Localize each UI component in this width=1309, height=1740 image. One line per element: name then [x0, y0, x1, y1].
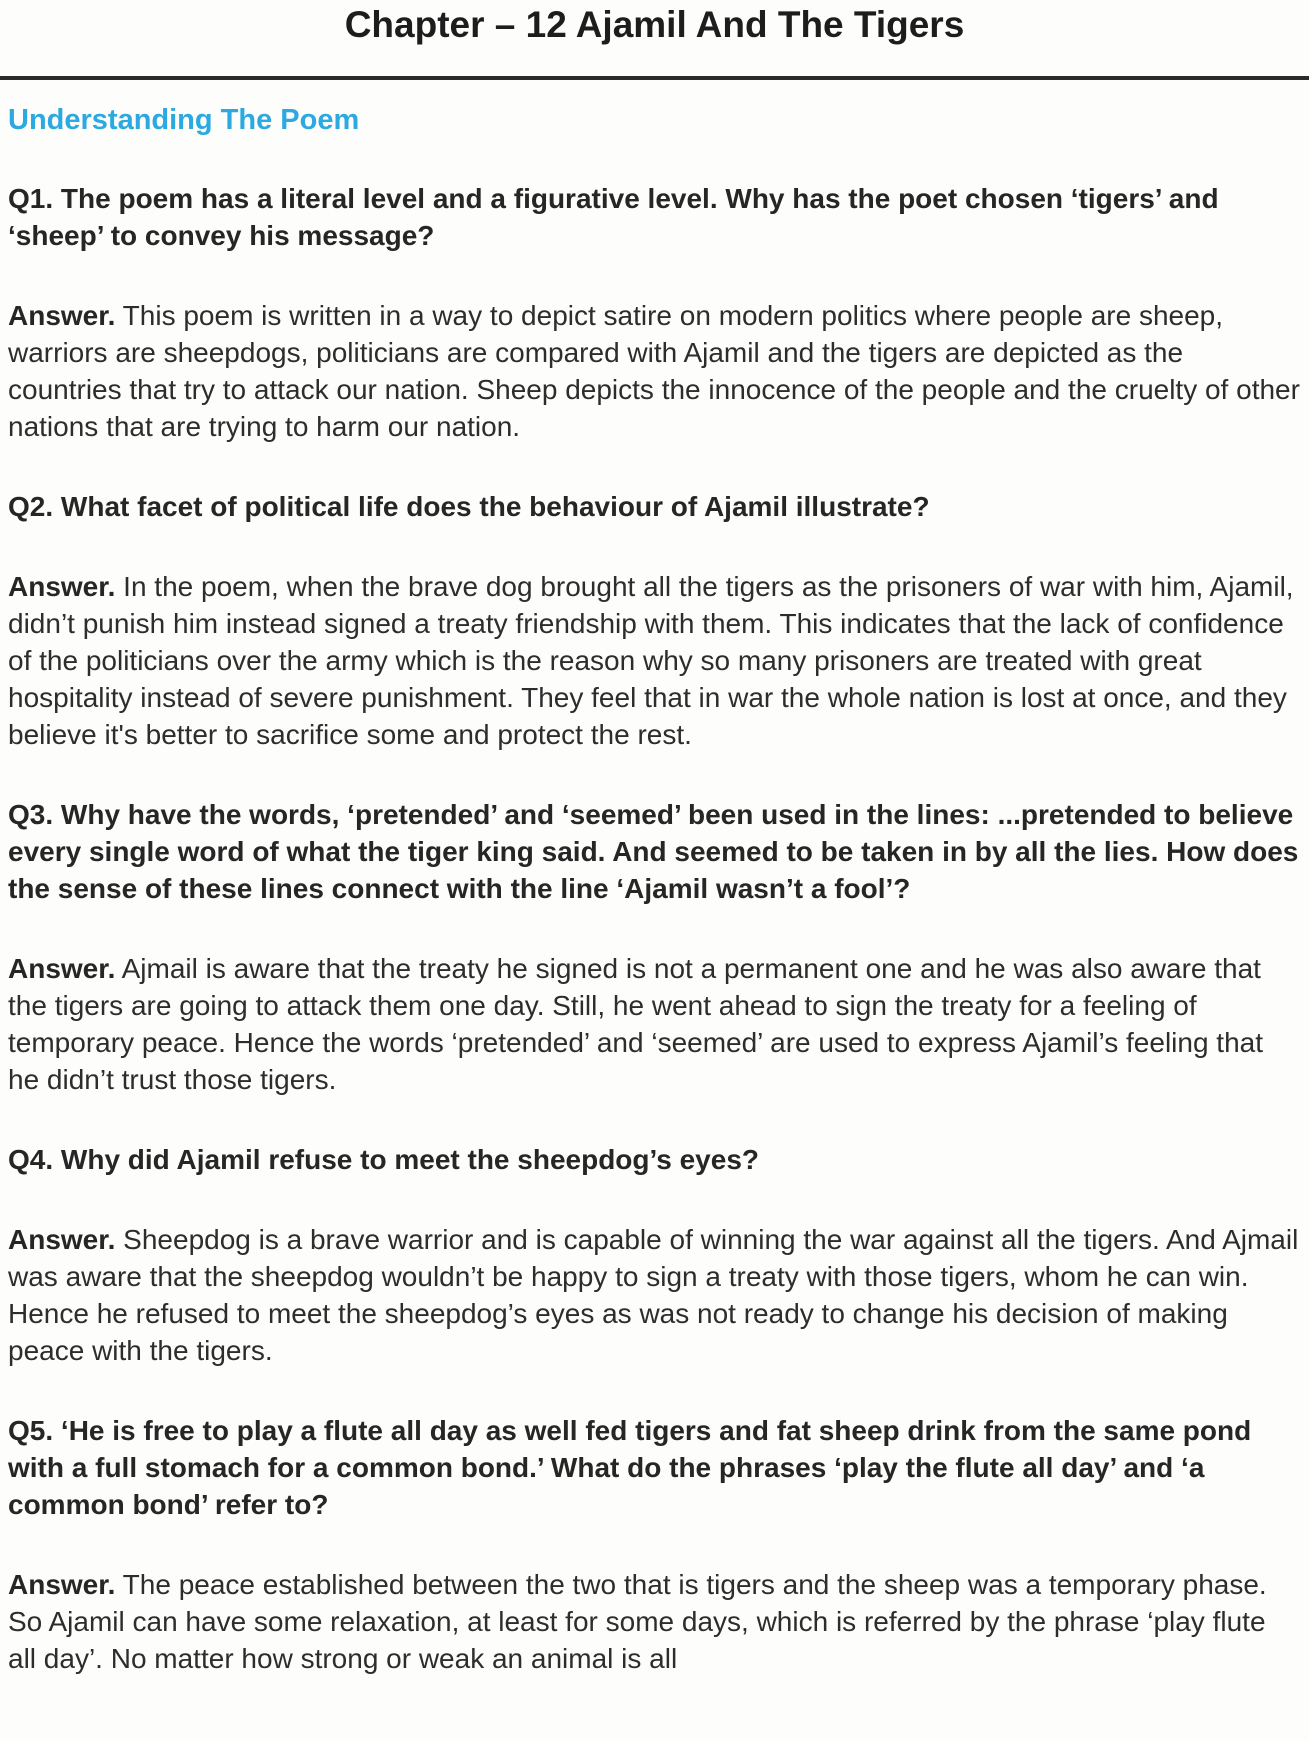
answer-label: Answer. [8, 953, 116, 984]
answer-text-q5: The peace established between the two that is tigers and the sheep was a temporary phase. So Ajamil can have some relaxation, at least for some days, which is referred by the phrase ‘play flute all day’. No matter how strong or weak an animal is all [8, 1569, 1267, 1674]
answer-text-q2: In the poem, when the brave dog brought all the tigers as the prisoners of war with him, Ajamil, didn’t punish him instead signed a treaty friendship with them. This indicates that the lack of confidence of the politicians over the army which is the reason why so many prisoners are treated with great hospitality instead of severe punishment. They feel that in war the whole nation is lost at once, and they believe it's better to sacrifice some and protect the rest. [8, 571, 1294, 750]
answer-paragraph-q2 [8, 568, 1301, 753]
answer-label: Answer. [8, 571, 116, 602]
question-text-q5: Q5. ‘He is free to play a flute all day as well fed tigers and fat sheep drink from the same pond with a full stomach for a common bond.’ What do the phrases ‘play the flute all day’ and ‘a common bond’ refer to? [8, 1415, 1252, 1520]
question-text-q2: Q2. What facet of political life does the behaviour of Ajamil illustrate? [8, 491, 930, 522]
answer-label: Answer. [8, 1569, 116, 1600]
question-text-q1: Q1. The poem has a literal level and a figurative level. Why has the poet chosen ‘tigers’ and ‘sheep’ to convey his message? [8, 183, 1219, 251]
answer-text-q1: This poem is written in a way to depict satire on modern politics where people are sheep, warriors are sheepdogs, politicians are compared with Ajamil and the tigers are depicted as the countries that try to attack our nation. Sheep depicts the innocence of the people and the cruelty of other nations that are trying to harm our nation. [8, 300, 1300, 442]
qa-item-1 [8, 180, 1301, 445]
answer-label: Answer. [8, 300, 116, 331]
answer-paragraph-q4 [8, 1221, 1301, 1369]
answer-text-q3: Ajmail is aware that the treaty he signed is not a permanent one and he was also aware that the tigers are going to attack them one day. Still, he went ahead to sign the treaty for a feeling of temporary peace. Hence the words ‘pretended’ and ‘seemed’ are used to express Ajamil’s feeling that he didn’t trust those tigers. [8, 953, 1264, 1095]
answer-paragraph-q5 [8, 1566, 1301, 1677]
qa-item-5 [8, 1412, 1301, 1677]
answer-label: Answer. [8, 1224, 116, 1255]
qa-item-3 [8, 796, 1301, 1098]
qa-item-2 [8, 488, 1301, 753]
qa-item-4 [8, 1141, 1301, 1369]
answer-paragraph-q1 [8, 297, 1301, 445]
question-text-q3: Q3. Why have the words, ‘pretended’ and ‘seemed’ been used in the lines: ...pretended to believe every single word of what the tiger king said. And seemed to be taken in by all the lies. How does the sense of these lines connect with the line ‘Ajamil wasn’t a fool’? [8, 799, 1299, 904]
section-heading: Understanding The Poem [8, 104, 360, 136]
question-text-q4: Q4. Why did Ajamil refuse to meet the sheepdog’s eyes? [8, 1144, 759, 1175]
answer-text-q4: Sheepdog is a brave warrior and is capable of winning the war against all the tigers. And Ajmail was aware that the sheepdog wouldn’t be happy to sign a treaty with those tigers, whom he can win. Hence he refused to meet the sheepdog’s eyes as was not ready to change his decision of making peace with the tigers. [8, 1224, 1299, 1366]
document-page [0, 4, 1309, 1677]
page-title: Chapter – 12 Ajamil And The Tigers [344, 4, 965, 45]
title-divider [0, 76, 1309, 80]
answer-paragraph-q3 [8, 950, 1301, 1098]
